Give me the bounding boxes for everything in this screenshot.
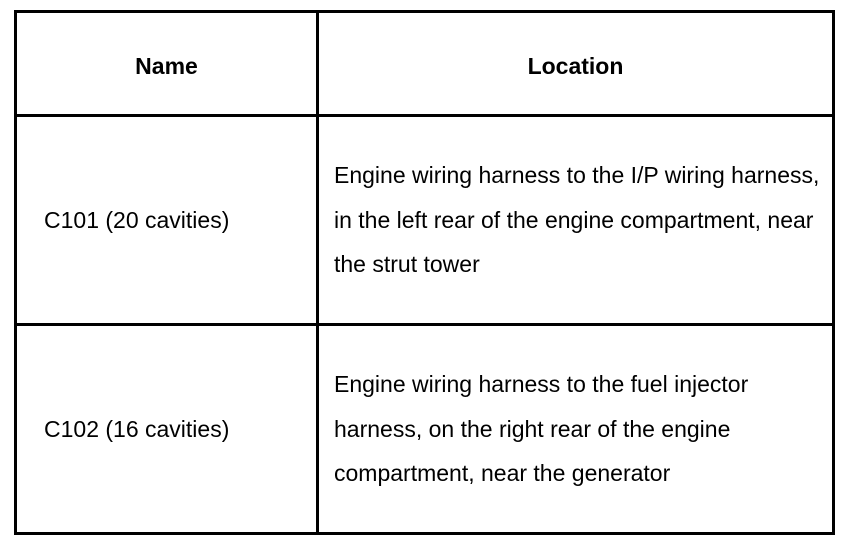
column-header-name: Name bbox=[16, 12, 318, 116]
table-header-row bbox=[16, 12, 834, 116]
connector-table-container bbox=[14, 10, 832, 540]
connector-name-cell: C101 (20 cavities) bbox=[16, 116, 318, 325]
connector-location-cell: Engine wiring harness to the fuel injector harness, on the right rear of the engine compartment, near the generator bbox=[318, 325, 834, 534]
table-row bbox=[16, 116, 834, 325]
connector-table bbox=[14, 10, 835, 535]
connector-name-cell: C102 (16 cavities) bbox=[16, 325, 318, 534]
table-row bbox=[16, 325, 834, 534]
connector-location-cell: Engine wiring harness to the I/P wiring harness, in the left rear of the engine compartment, near the strut tower bbox=[318, 116, 834, 325]
column-header-location: Location bbox=[318, 12, 834, 116]
